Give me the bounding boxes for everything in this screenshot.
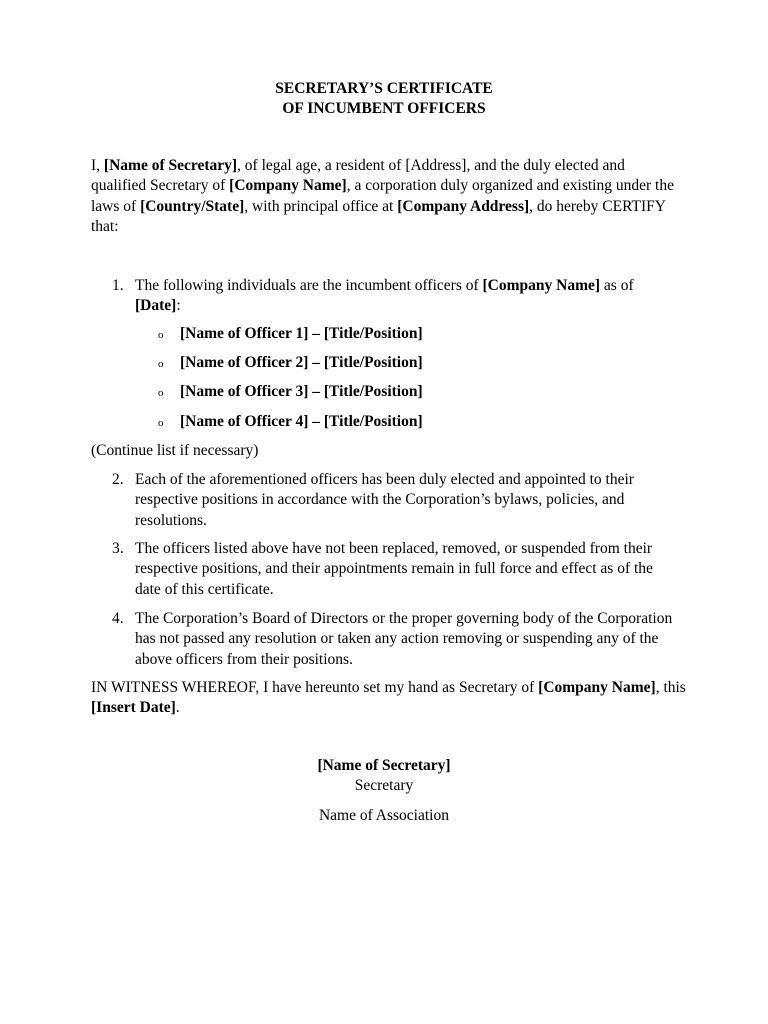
witness-text-3: . <box>175 699 180 717</box>
company-address-placeholder: [Company Address] <box>397 197 530 215</box>
intro-text-3: , a corporation duly organized and existing under the laws of <box>91 177 674 215</box>
item-number: 1. <box>112 277 124 294</box>
intro-text-4: , with principal office at <box>244 197 398 215</box>
bullet-icon: o <box>158 358 164 370</box>
item-number: 3. <box>112 540 124 557</box>
company-name-placeholder: [Company Name] <box>229 177 347 195</box>
intro-text-5: , do hereby CERTIFY that: <box>91 197 666 236</box>
item-number: 2. <box>112 471 124 488</box>
item1-text-1: The following individuals are the incumbent officers of <box>135 277 483 294</box>
item1-date: [Date] <box>135 297 177 315</box>
title-line-2: OF INCUMBENT OFFICERS <box>282 100 486 117</box>
item-text: The officers listed above have not been replaced, removed, or suspended from their respective positions, and their appointments remain in full force and effect as of the date of this certificate. <box>135 540 653 598</box>
witness-text-2: , this <box>655 679 686 696</box>
bullet-icon: o <box>158 329 164 341</box>
officer-text: [Name of Officer 1] – [Title/Position] <box>180 325 423 342</box>
officer-text: [Name of Officer 3] – [Title/Position] <box>180 383 423 400</box>
intro-text-1: I, <box>91 157 104 174</box>
bullet-icon: o <box>158 387 164 399</box>
numbered-item-4 <box>91 609 691 671</box>
intro-text-2: , of legal age, a resident of [Address], and the duly elected and qualified Secretary of <box>91 157 625 195</box>
item1-company-name: [Company Name] <box>482 277 601 294</box>
numbered-item-1 <box>91 276 691 318</box>
document-title <box>0 79 768 119</box>
item-number: 4. <box>112 610 124 627</box>
item-text <box>135 276 680 317</box>
signature-title: Secretary <box>354 777 414 794</box>
continue-note: (Continue list if necessary) <box>91 442 259 459</box>
title-line-1: SECRETARY’S CERTIFICATE <box>275 80 493 97</box>
bullet-icon: o <box>158 417 164 429</box>
witness-insert-date: [Insert Date] <box>91 699 176 717</box>
country-state-placeholder: [Country/State] <box>140 197 245 215</box>
officer-text: [Name of Officer 2] – [Title/Position] <box>180 354 423 371</box>
witness-text-1: IN WITNESS WHEREOF, I have hereunto set my hand as Secretary of <box>91 679 539 696</box>
item-text: Each of the aforementioned officers has been duly elected and appointed to their respective positions in accordance with the Corporation’s bylaws, policies, and resolutions. <box>135 471 634 529</box>
item1-text-3: : <box>176 297 181 315</box>
witness-paragraph <box>91 678 691 719</box>
officer-text: [Name of Officer 4] – [Title/Position] <box>180 413 423 430</box>
signature-association: Name of Association <box>318 807 449 824</box>
numbered-item-3 <box>91 539 691 601</box>
secretary-name-placeholder: [Name of Secretary] <box>103 157 238 174</box>
item-text: The Corporation’s Board of Directors or the proper governing body of the Corporation has not passed any resolution or taken any action removing or suspending any of the above officers from their positions. <box>135 610 673 668</box>
item1-text-2: as of <box>600 277 634 294</box>
witness-company-name: [Company Name] <box>538 679 656 696</box>
numbered-item-2 <box>91 470 691 532</box>
intro-paragraph <box>91 156 681 238</box>
signature-name: [Name of Secretary] <box>317 757 451 774</box>
